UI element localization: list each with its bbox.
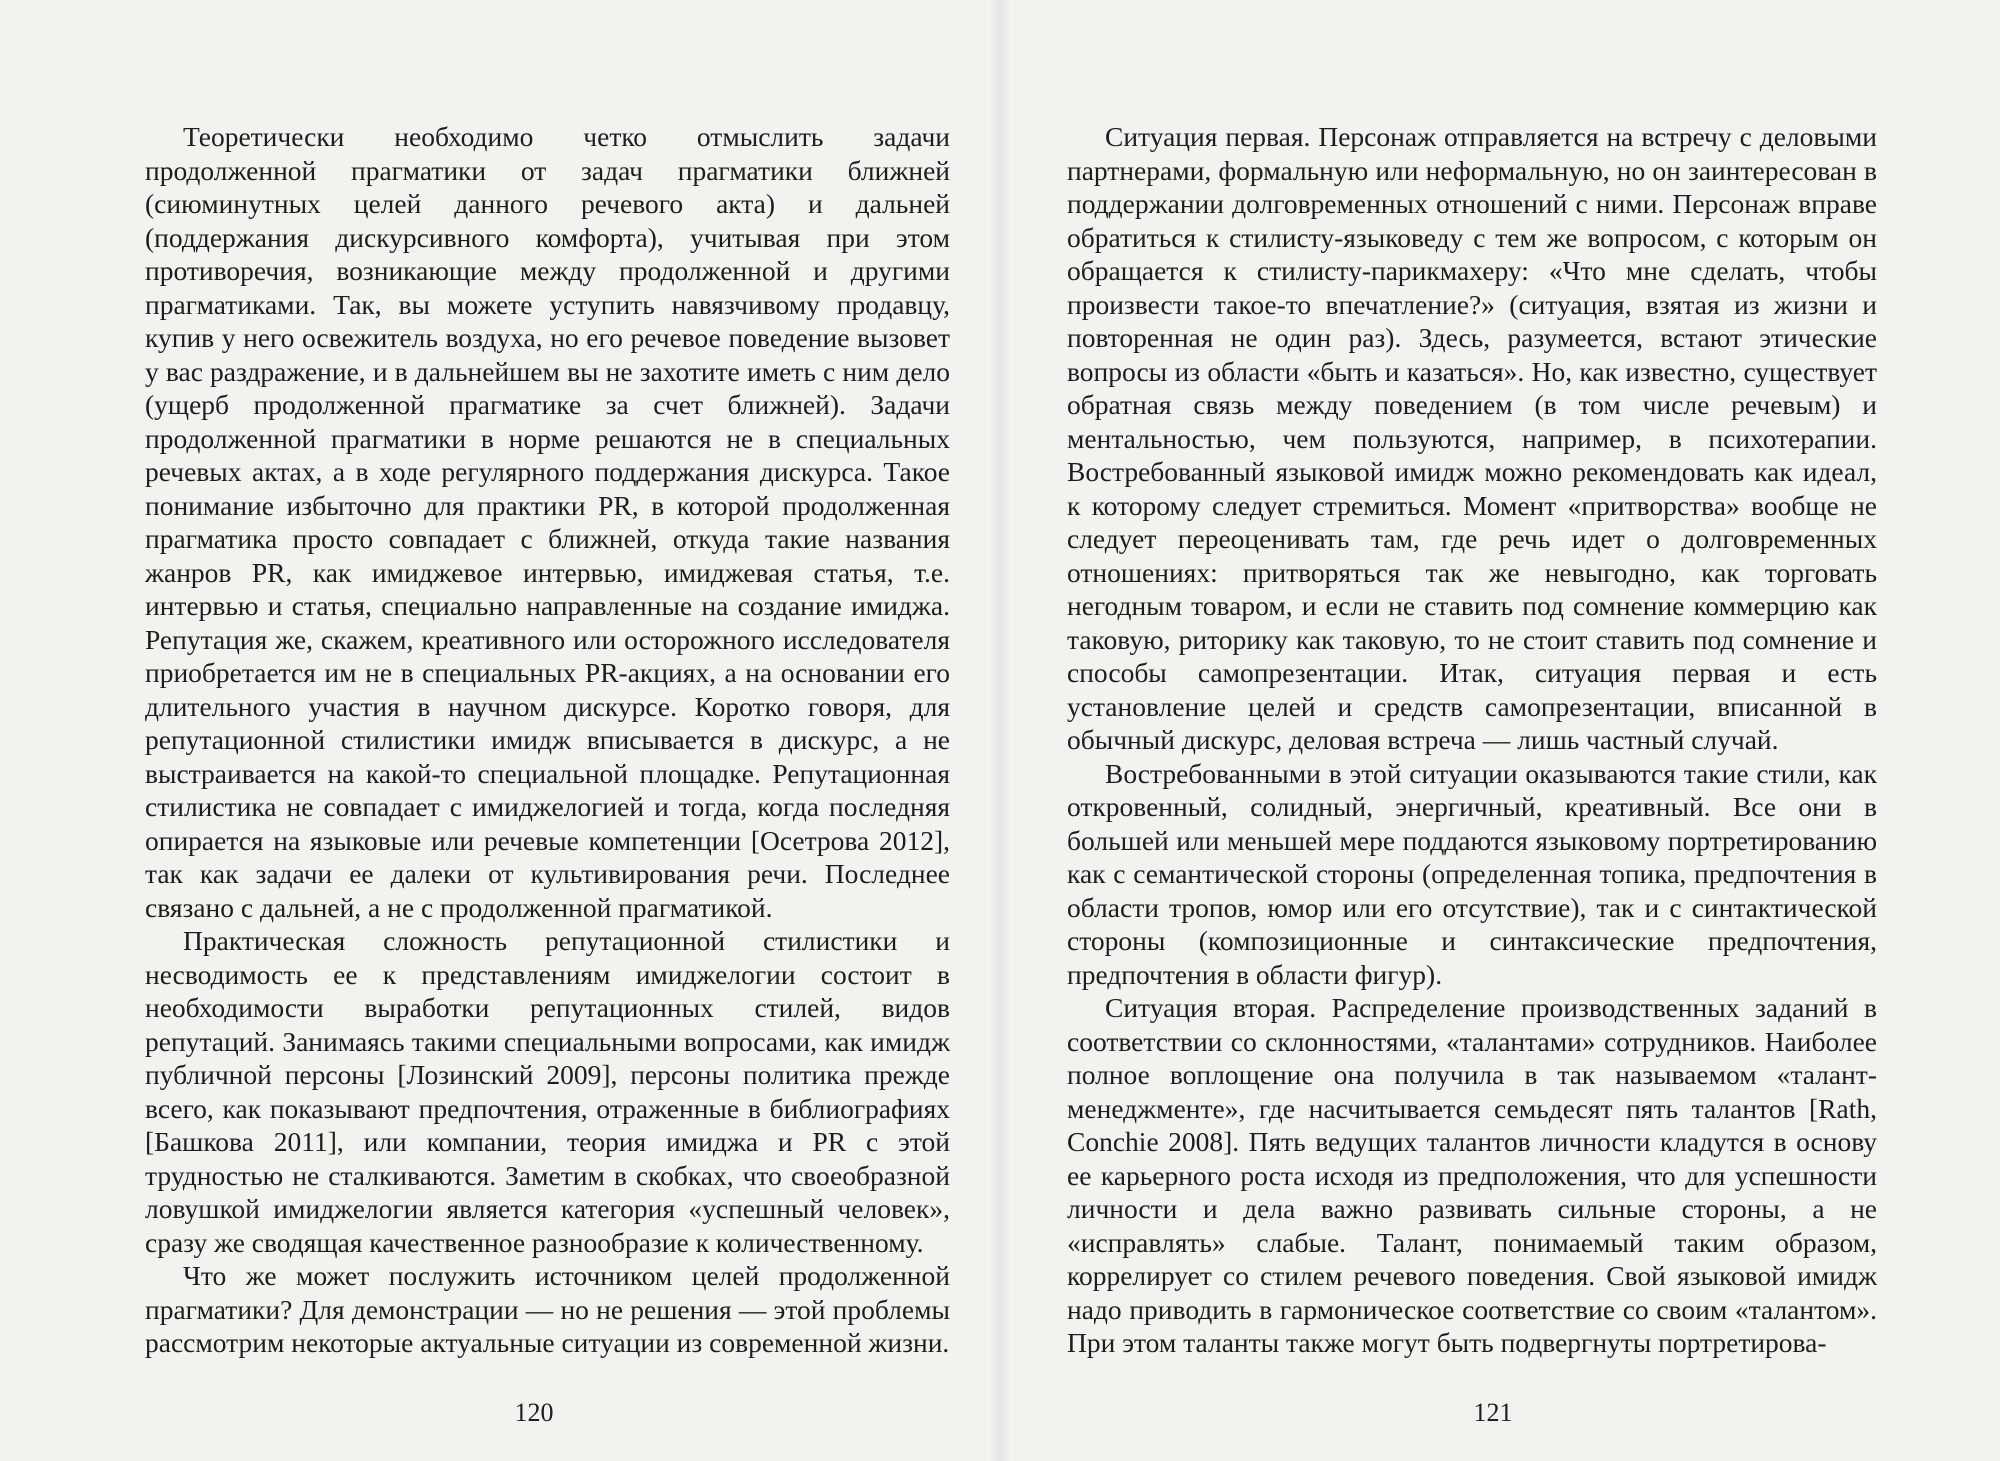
right-page-number: 121	[1473, 1398, 1513, 1427]
left-paragraph-2: Практическая сложность репутационной стилистики и несводимость ее к представлениям имиджелогии состоит в необходимости выработки репутационных стилей, видов репутаций. Занимаясь такими специальными вопросами, как имидж публичной персоны [Лозинский 2009], персоны политика прежде всего, как показывают предпочтения, отраженные в библиографиях [Башкова 2011], или компании, теория имиджа и PR с этой трудностью не сталкиваются. Заметим в скобках, что своеобразной ловушкой имиджелогии является категория «успешный человек», сразу же сводящая качественное разнообразие к количественному.	[145, 925, 950, 1258]
right-paragraph-3: Ситуация вторая. Распределение производственных заданий в соответствии со склонностями, «талантами» сотрудников. Наиболее полное воплощение она получила в так называемом «талант-менеджменте», где насчитывается семьдесят пять талантов [Rath, Conchie 2008]. Пять ведущих талантов личности кладутся в основу ее карьерного роста исходя из предположения, что для успешности личности и дела важно развивать сильные стороны, а не «исправлять» слабые. Талант, понимаемый таким образом, коррелирует со стилем речевого поведения. Свой языковой имидж надо приводить в гармоническое соответствие со своим «талантом». При этом таланты также могут быть подвергнуты портретирова-	[1067, 992, 1877, 1358]
left-page	[145, 120, 950, 1360]
left-paragraph-1: Теоретически необходимо четко отмыслить задачи продолженной прагматики от задач прагматики ближней (сиюминутных целей данного речевого акта) и дальней (поддержания дискурсивного комфорта), учитывая при этом противоречия, возникающие между продолженной и другими прагматиками. Так, вы можете уступить навязчивому продавцу, купив у него освежитель воздуха, но его речевое поведение вызовет у вас раздражение, и в дальнейшем вы не захотите иметь с ним дело (ущерб продолженной прагматике за счет ближней). Задачи продолженной прагматики в норме решаются не в специальных речевых актах, а в ходе регулярного поддержания дискурса. Такое понимание избыточно для практики PR, в которой продолженная прагматика просто совпадает с ближней, откуда такие названия жанров PR, как имиджевое интервью, имиджевая статья, т.е. интервью и статья, специально направленные на создание имиджа. Репутация же, скажем, креативного или осторожного исследователя приобретается им не в специальных PR-акциях, а на основании его длительного участия в научном дискурсе. Коротко говоря, для репутационной стилистики имидж вписывается в дискурс, а не выстраивается на какой-то специальной площадке. Репутационная стилистика не совпадает с имиджелогией и тогда, когда последняя опирается на языковые или речевые компетенции [Осетрова 2012], так как задачи ее далеки от культивирования речи. Последнее связано с дальней, а не с продолженной прагматикой.	[145, 121, 950, 923]
right-paragraph-2: Востребованными в этой ситуации оказываются такие стили, как откровенный, солидный, энергичный, креативный. Все они в большей или меньшей мере поддаются языковому портретированию как с семантической стороны (определенная топика, предпочтения в области тропов, юмор или его отсутствие), так и с синтактической стороны (композиционные и синтаксические предпочтения, предпочтения в области фигур).	[1067, 757, 1877, 990]
left-page-number: 120	[514, 1398, 554, 1427]
right-page	[1067, 120, 1877, 1360]
book-gutter	[990, 0, 1010, 1461]
right-paragraph-1: Ситуация первая. Персонаж отправляется на встречу с деловыми партнерами, формальную или неформальную, но он заинтересован в поддержании долговременных отношений с ними. Персонаж вправе обратиться к стилисту-языковеду с тем же вопросом, с которым он обращается к стилисту-парикмахеру: «Что мне сделать, чтобы произвести такое-то впечатление?» (ситуация, взятая из жизни и повторенная не один раз). Здесь, разумеется, встают этические вопросы из области «быть и казаться». Но, как известно, существует обратная связь между поведением (в том числе речевым) и ментальностью, чем пользуются, например, в психотерапии. Востребованный языковой имидж можно рекомендовать как идеал, к которому следует стремиться. Момент «притворства» вообще не следует переоценивать там, где речь идет о долговременных отношениях: притворяться так же невыгодно, как торговать негодным товаром, и если не ставить под сомнение коммерцию как таковую, риторику как таковую, то не стоит ставить под сомнение и способы самопрезентации. Итак, ситуация первая и есть установление целей и средств самопрезентации, вписанной в обычный дискурс, деловая встреча — лишь частный случай.	[1067, 121, 1877, 755]
left-paragraph-3: Что же может послужить источником целей продолженной прагматики? Для демонстрации — но не решения — этой проблемы рассмотрим некоторые актуальные ситуации из современной жизни.	[145, 1260, 950, 1358]
